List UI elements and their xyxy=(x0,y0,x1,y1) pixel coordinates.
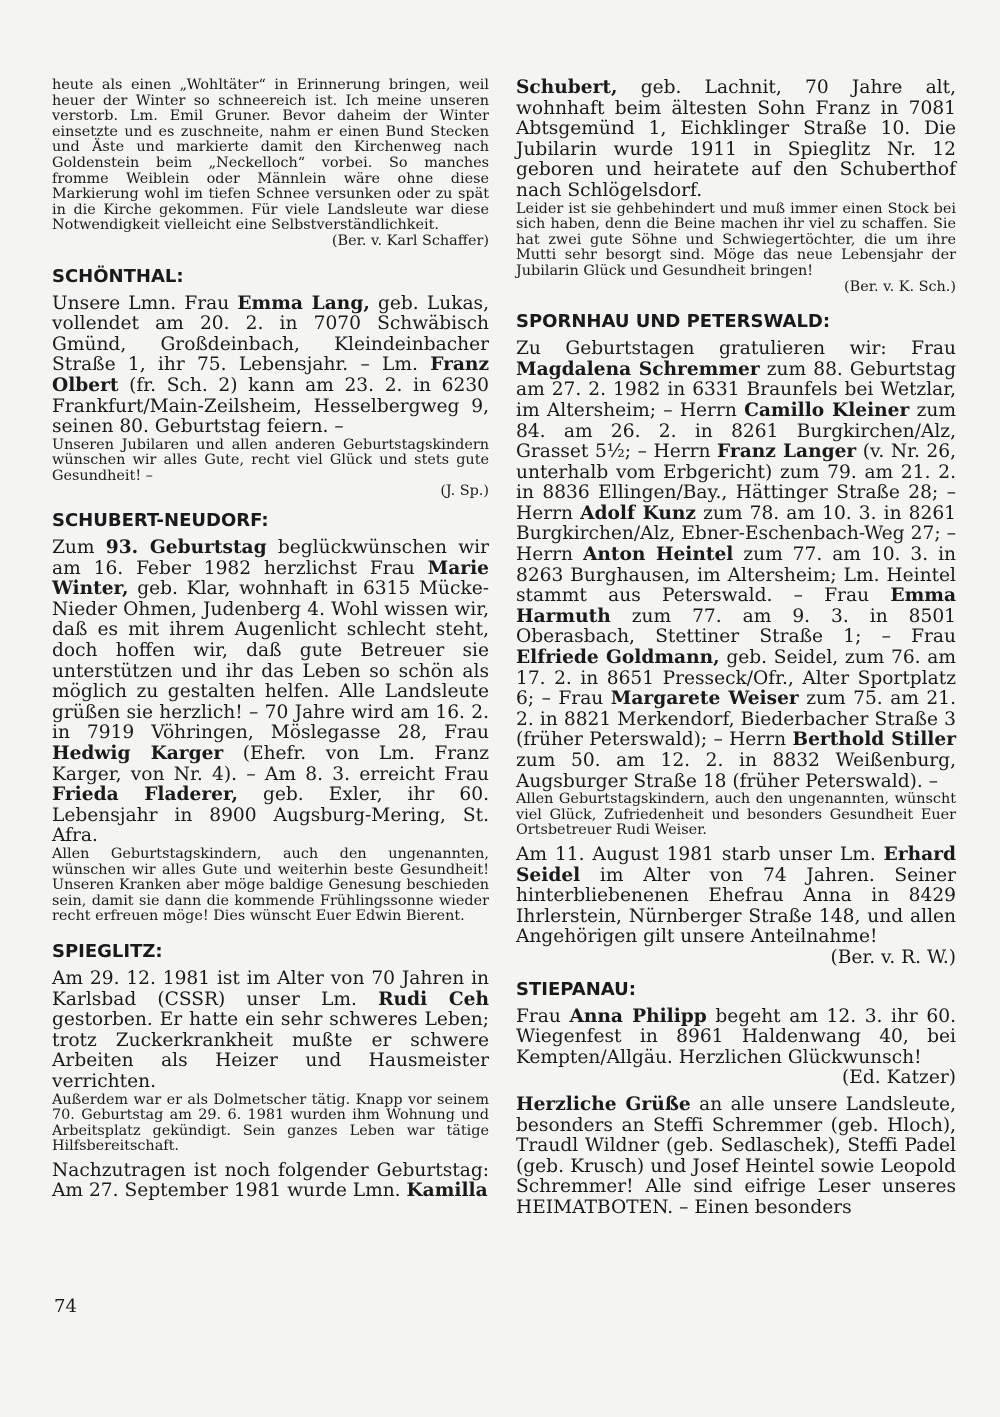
bold-name: Schubert, xyxy=(516,77,618,98)
schoenthal-credit: (J. Sp.) xyxy=(440,483,489,500)
bold-name: Emma Lang, xyxy=(237,292,370,314)
continuation-paragraph: Schubert, geb. Lachnit, 70 Jahre alt, wohnhaft beim ältesten Sohn Franz in 7081 Abtsgemünd 1, Eichklinger Straße 10. Die Jubilarin wurde 1911 in Spieglitz Nr. 12 geboren und heiratete auf den Schuberthof nach Schlögelsdorf. xyxy=(516,77,956,201)
stiepanau-greetings: Herzliche Grüße an alle unsere Landsleute, besonders an Steffi Schremmer (geb. Hloch), Traudl Wildner (geb. Sedlaschek), Steffi Padel (geb. Krusch) und Josef Heintel sowie Leopold Schremmer! Alle sind eifrige Leser unseres HEIMATBOTEN. – Einen besonders xyxy=(516,1093,956,1218)
schoenthal-wishes: Unseren Jubilaren und allen anderen Geburtstagskindern wünschen wir alles Gute, recht viel Glück und stets gute Gesundheit! – xyxy=(52,436,489,484)
spornhau-wishes: Allen Geburtstagskindern, auch den ungenannten, wünscht viel Glück, Zufriedenheit und besonders Gesundheit Euer Ortsbetreuer Rudi Weiser. xyxy=(516,791,956,839)
spornhau-obituary: Am 11. August 1981 starb unser Lm. Erhard Seidel im Alter von 74 Jahren. Seiner hinterbliebenenen Ehefrau Anna in 8429 Ihrlerstein, Nürnberger Straße 148, und allen Angehörigen gilt unsere Anteilnahme! xyxy=(516,843,956,948)
stiepanau-heading: STIEPANAU: xyxy=(516,978,636,1000)
bold-name: Franz Langer xyxy=(717,441,857,463)
spornhau-credit: (Ber. v. R. W.) xyxy=(830,946,956,968)
bold-name: Erhard Seidel xyxy=(516,843,956,886)
spieglitz-paragraph: Am 29. 12. 1981 ist im Alter von 70 Jahren in Karlsbad (CSSR) unser Lm. Rudi Ceh gestorben. Er hatte ein sehr schweres Leben; trotz Zuckerkrankheit mußte er schwere Arbeiten als Heizer und Hausmeister verrichten. xyxy=(52,967,490,1092)
schubert-neudorf-paragraph: Zum 93. Geburtstag beglückwünschen wir am 16. Feber 1982 herzlichst Frau Marie Winter, geb. Klar, wohnhaft in 6315 Mücke-Nieder Ohmen, Judenberg 4. Wohl wissen wir, daß es mit ihrem Augenlicht schlecht steht, doch hoffen wir, daß gute Betreuer sie unterstützen und ihr das Leben so schön als möglich zu gestalten helfen. Alle Landsleute grüßen sie herzlich! – 70 Jahre wird am 16. 2. in 7919 Vöhringen, Möslegasse 28, Frau Hedwig Karger (Ehefr. von Lm. Franz Karger, von Nr. 4). – Am 8. 3. erreicht Frau Frieda Fladerer, geb. Exler, ihr 60. Lebensjahr in 8900 Augsburg-Mering, St. Afra. xyxy=(52,537,489,847)
bold-name: Marie Winter, xyxy=(52,557,489,600)
bold-name: Adolf Kunz xyxy=(580,502,696,524)
bold-name: Margarete Weiser xyxy=(610,688,799,710)
bold-name: Anton Heintel xyxy=(582,544,734,566)
bold-name: Frieda Fladerer, xyxy=(52,784,238,806)
continuation-credit: (Ber. v. K. Sch.) xyxy=(844,278,956,295)
spieglitz-heading: SPIEGLITZ: xyxy=(52,940,163,962)
left-column xyxy=(52,78,489,1202)
continuation-note: Leider ist sie gehbehindert und muß immer einen Stock bei sich haben, denn die Beine machen ihr viel zu schaffen. Sie hat zwei gute Söhne und Schwiegertöchter, die um ihre Mutti sehr besorgt sind. Möge das neue Lebensjahr der Jubilarin Glück und Gesundheit bringen! xyxy=(516,200,956,279)
bold-name: Camillo Kleiner xyxy=(744,399,910,421)
bold-name: Magdalena Schremmer xyxy=(516,358,760,380)
page-number: 74 xyxy=(54,1296,77,1317)
bold-name: Emma Harmuth xyxy=(516,585,956,627)
bold-name: Kamilla xyxy=(406,1180,488,1202)
spornhau-heading: SPORNHAU UND PETERSWALD: xyxy=(516,311,831,333)
schubert-neudorf-wishes: Allen Geburtstagskindern, auch den ungenannten, wünschen wir alles Gute und weiterhin beste Gesundheit! Unseren Kranken aber möge baldige Genesung beschieden sein, damit sie dann die kommende Frühlingssonne wieder recht erfreuen möge! Dies wünscht Euer Edwin Bierent. xyxy=(52,845,489,925)
bold-name: Herzliche Grüße xyxy=(516,1093,691,1115)
bold-name: Berthold Stiller xyxy=(792,729,956,751)
bold-name: Anna Philipp xyxy=(569,1005,707,1027)
intro-credit: (Ber. v. Karl Schaffer) xyxy=(331,232,489,249)
stiepanau-paragraph: Frau Anna Philipp begeht am 12. 3. ihr 60. Wiegenfest in 8961 Haldenwang 40, bei Kempten/Allgäu. Herzlichen Glückwunsch! xyxy=(516,1005,956,1068)
bold-name: Hedwig Karger xyxy=(52,743,224,764)
schubert-neudorf-heading: SCHUBERT-NEUDORF: xyxy=(52,510,269,532)
schoenthal-paragraph: Unsere Lmn. Frau Emma Lang, geb. Lukas, vollendet am 20. 2. in 7070 Schwäbisch Gmünd, Großdeinbach, Kleindeinbacher Straße 1, ihr 75. Lebensjahr. – Lm. Franz Olbert (fr. Sch. 2) kann am 23. 2. in 6230 Frankfurt/Main-Zeilsheim, Hesselbergweg 9, seinen 80. Geburtstag feiern. – xyxy=(52,292,490,438)
bold-name: Rudi Ceh xyxy=(378,988,490,1010)
intro-paragraph: heute als einen „Wohltäter“ in Erinnerung bringen, weil heuer der Winter so schneereich ist. Ich meine unseren verstorb. Lm. Emil Gruner. Bevor daheim der Winter einsetzte und es zuschneite, nahm er einen Bund Stecken und Äste und markierte damit den Kirchenweg nach Goldenstein beim „Neckelloch“ vorbei. So manches fromme Weiblein oder Männlein wäre ohne diese Markierung wohl im tiefen Schnee versunken oder zu spät in die Kirche gekommen. Für viele Landsleute war diese Notwendigkeit vielleicht eine Selbstverständlichkeit. xyxy=(52,77,489,234)
spieglitz-addendum: Nachzutragen ist noch folgender Geburtstag: Am 27. September 1981 wurde Lmn. Kamilla xyxy=(52,1159,489,1202)
spieglitz-note: Außerdem war er als Dolmetscher tätig. Knapp vor seinem 70. Geburtstag am 29. 6. 1981 wurden ihm Wohnung und Arbeitsplatz gekündigt. Sein ganzes Leben war tätige Hilfsbereitschaft. xyxy=(52,1091,489,1155)
bold-name: 93. Geburtstag xyxy=(105,537,267,559)
spornhau-paragraph: Zu Geburtstagen gratulieren wir: Frau Magdalena Schremmer zum 88. Geburtstag am 27. 2. 1982 in 6331 Braunfels bei Wetzlar, im Altersheim; – Herrn Camillo Kleiner zum 84. am 26. 2. in 8261 Burgkirchen/Alz, Grasset 5½; – Herrn Franz Langer (v. Nr. 26, unterhalb vom Erbgericht) zum 79. am 21. 2. in 8836 Ellingen/Bay., Hättinger Straße 28; – Herrn Adolf Kunz zum 78. am 10. 3. in 8261 Burgkirchen/Alz, Ebner-Eschenbach-Weg 27; – Herrn Anton Heintel zum 77. am 10. 3. in 8263 Burghausen, im Altersheim; Lm. Heintel stammt aus Peterswald. – Frau Emma Harmuth zum 77. am 9. 3. in 8501 Oberasbach, Stettiner Straße 1; – Frau Elfriede Goldmann, geb. Seidel, zum 76. am 17. 2. in 8651 Presseck/Ofr., Alter Sportplatz 6; – Frau Margarete Weiser zum 75. am 21. 2. in 8821 Merkendorf, Biederbacher Straße 3 (früher Peterswald); – Herrn Berthold Stiller zum 50. am 12. 2. in 8832 Weißenburg, Augsburger Straße 18 (früher Peterswald). – xyxy=(516,338,957,792)
bold-name: Elfriede Goldmann, xyxy=(516,647,720,669)
right-column xyxy=(516,78,956,1218)
stiepanau-credit: (Ed. Katzer) xyxy=(842,1067,956,1089)
schoenthal-heading: SCHÖNTHAL: xyxy=(52,265,184,287)
bold-name: Franz Olbert xyxy=(52,354,489,396)
